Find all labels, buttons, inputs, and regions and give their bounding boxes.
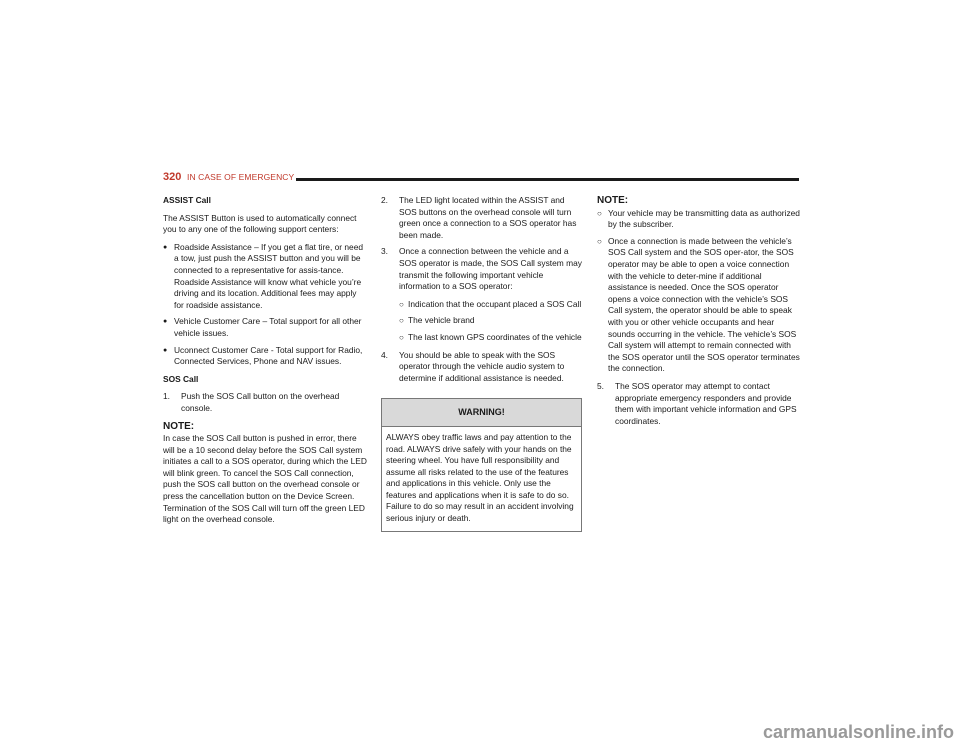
list-item: ● Uconnect Customer Care - Total support for Radio, Connected Services, Phone and NAV issues. (163, 344, 363, 367)
assist-intro: The ASSIST Button is used to automatically connect you to any one of the following support centers: (163, 212, 357, 235)
watermark: carmanualsonline.info (762, 722, 954, 742)
support-center-list (163, 242, 367, 368)
sos-heading: SOS Call (163, 373, 199, 384)
hollow-bullet-icon: ○ (399, 316, 404, 326)
warning-box (381, 398, 582, 531)
header-rule (296, 178, 799, 181)
note-list (597, 208, 801, 375)
step-item: 3. Once a connection between the vehicle and a SOS operator is made, the SOS Call system may transmit the following important vehicle information to a SOS operator: (381, 246, 582, 292)
step-item: 1. Push the SOS Call button on the overhead console. (163, 391, 340, 413)
column-2 (381, 195, 582, 532)
hollow-bullet-icon: ○ (597, 236, 602, 246)
step-item: 2. The LED light located within the ASSIST and SOS buttons on the overhead console will turn green once a connection to a SOS operator has been made. (381, 195, 577, 240)
page-number: 320 (163, 171, 182, 183)
bullet-icon: ● (163, 318, 168, 326)
sos-steps-continued (381, 195, 582, 293)
list-item: ○ Your vehicle may be transmitting data as authorized by the subscriber. (597, 207, 800, 230)
note-label: NOTE: (163, 420, 195, 432)
assist-heading: ASSIST Call (163, 195, 211, 205)
sos-steps-step4 (381, 350, 582, 385)
hollow-bullet-icon: ○ (597, 208, 602, 218)
note-text: In case the SOS Call button is pushed in error, there will be a 10 second delay before the SOS Call system initiates a call to a SOS operator, during which the LED will blink green. To cancel the SOS Call connection, push the SOS call button on the overhead console or press the cancellation button on the Device Screen. Termination of the SOS Call will turn off the green LED light on the overhead console. (163, 433, 367, 525)
list-item: ○ The vehicle brand (399, 315, 475, 326)
list-item: ● Vehicle Customer Care – Total support for all other vehicle issues. (163, 316, 362, 338)
sos-steps-step5 (597, 381, 801, 427)
sos-steps-start (163, 391, 367, 414)
section-title: IN CASE OF EMERGENCY (187, 172, 295, 182)
step-item: 4. You should be able to speak with the SOS operator through the vehicle audio system to determine if additional assistance is needed. (381, 349, 565, 383)
list-item: ● Roadside Assistance – If you get a flat tire, or need a tow, just push the ASSIST button and you will be connected to a representative for assis-tance. Roadside Assistance will know what vehicle you’re driving and its location. Additional fees may apply for roadside assistance. (163, 241, 364, 310)
step-item: 5. The SOS operator may attempt to contact appropriate emergency responders and provide them with important vehicle information and GPS coordinates. (597, 380, 797, 426)
transmitted-info-list (381, 299, 582, 344)
bullet-icon: ● (163, 346, 168, 354)
list-item: ○ The last known GPS coordinates of the vehicle (399, 331, 582, 342)
hollow-bullet-icon: ○ (399, 299, 404, 309)
warning-text: ALWAYS obey traffic laws and pay attention to the road. ALWAYS drive safely with your hands on the steering wheel. You have full responsibility and assume all risks related to the use of the features and applications in this vehicle. Only use the features and applications when it is safe to do so. Failure to do so may result in an accident involving serious injury or death. (386, 431, 574, 524)
warning-title: WARNING! (382, 399, 581, 427)
note-label: NOTE: (597, 195, 629, 206)
list-item: ○ Once a connection is made between the vehicle’s SOS Call system and the SOS oper-ator, the SOS operator may be able to open a voice connection with the vehicle to deter-mine if additional assistance is needed. Once the SOS operator opens a voice connection with the vehicle’s SOS Call system, the operator should be able to speak with you or other vehicle occupants and hear sounds occurring in the vehicle. The vehicle’s SOS Call system will attempt to remain connected with the SOS operator until the SOS operator terminates the connection. (597, 235, 800, 374)
hollow-bullet-icon: ○ (399, 332, 404, 342)
list-item: ○ Indication that the occupant placed a SOS Call (399, 298, 582, 309)
column-3 (597, 195, 801, 433)
column-1 (163, 195, 367, 532)
bullet-icon: ● (163, 243, 168, 251)
page-header (163, 170, 799, 186)
